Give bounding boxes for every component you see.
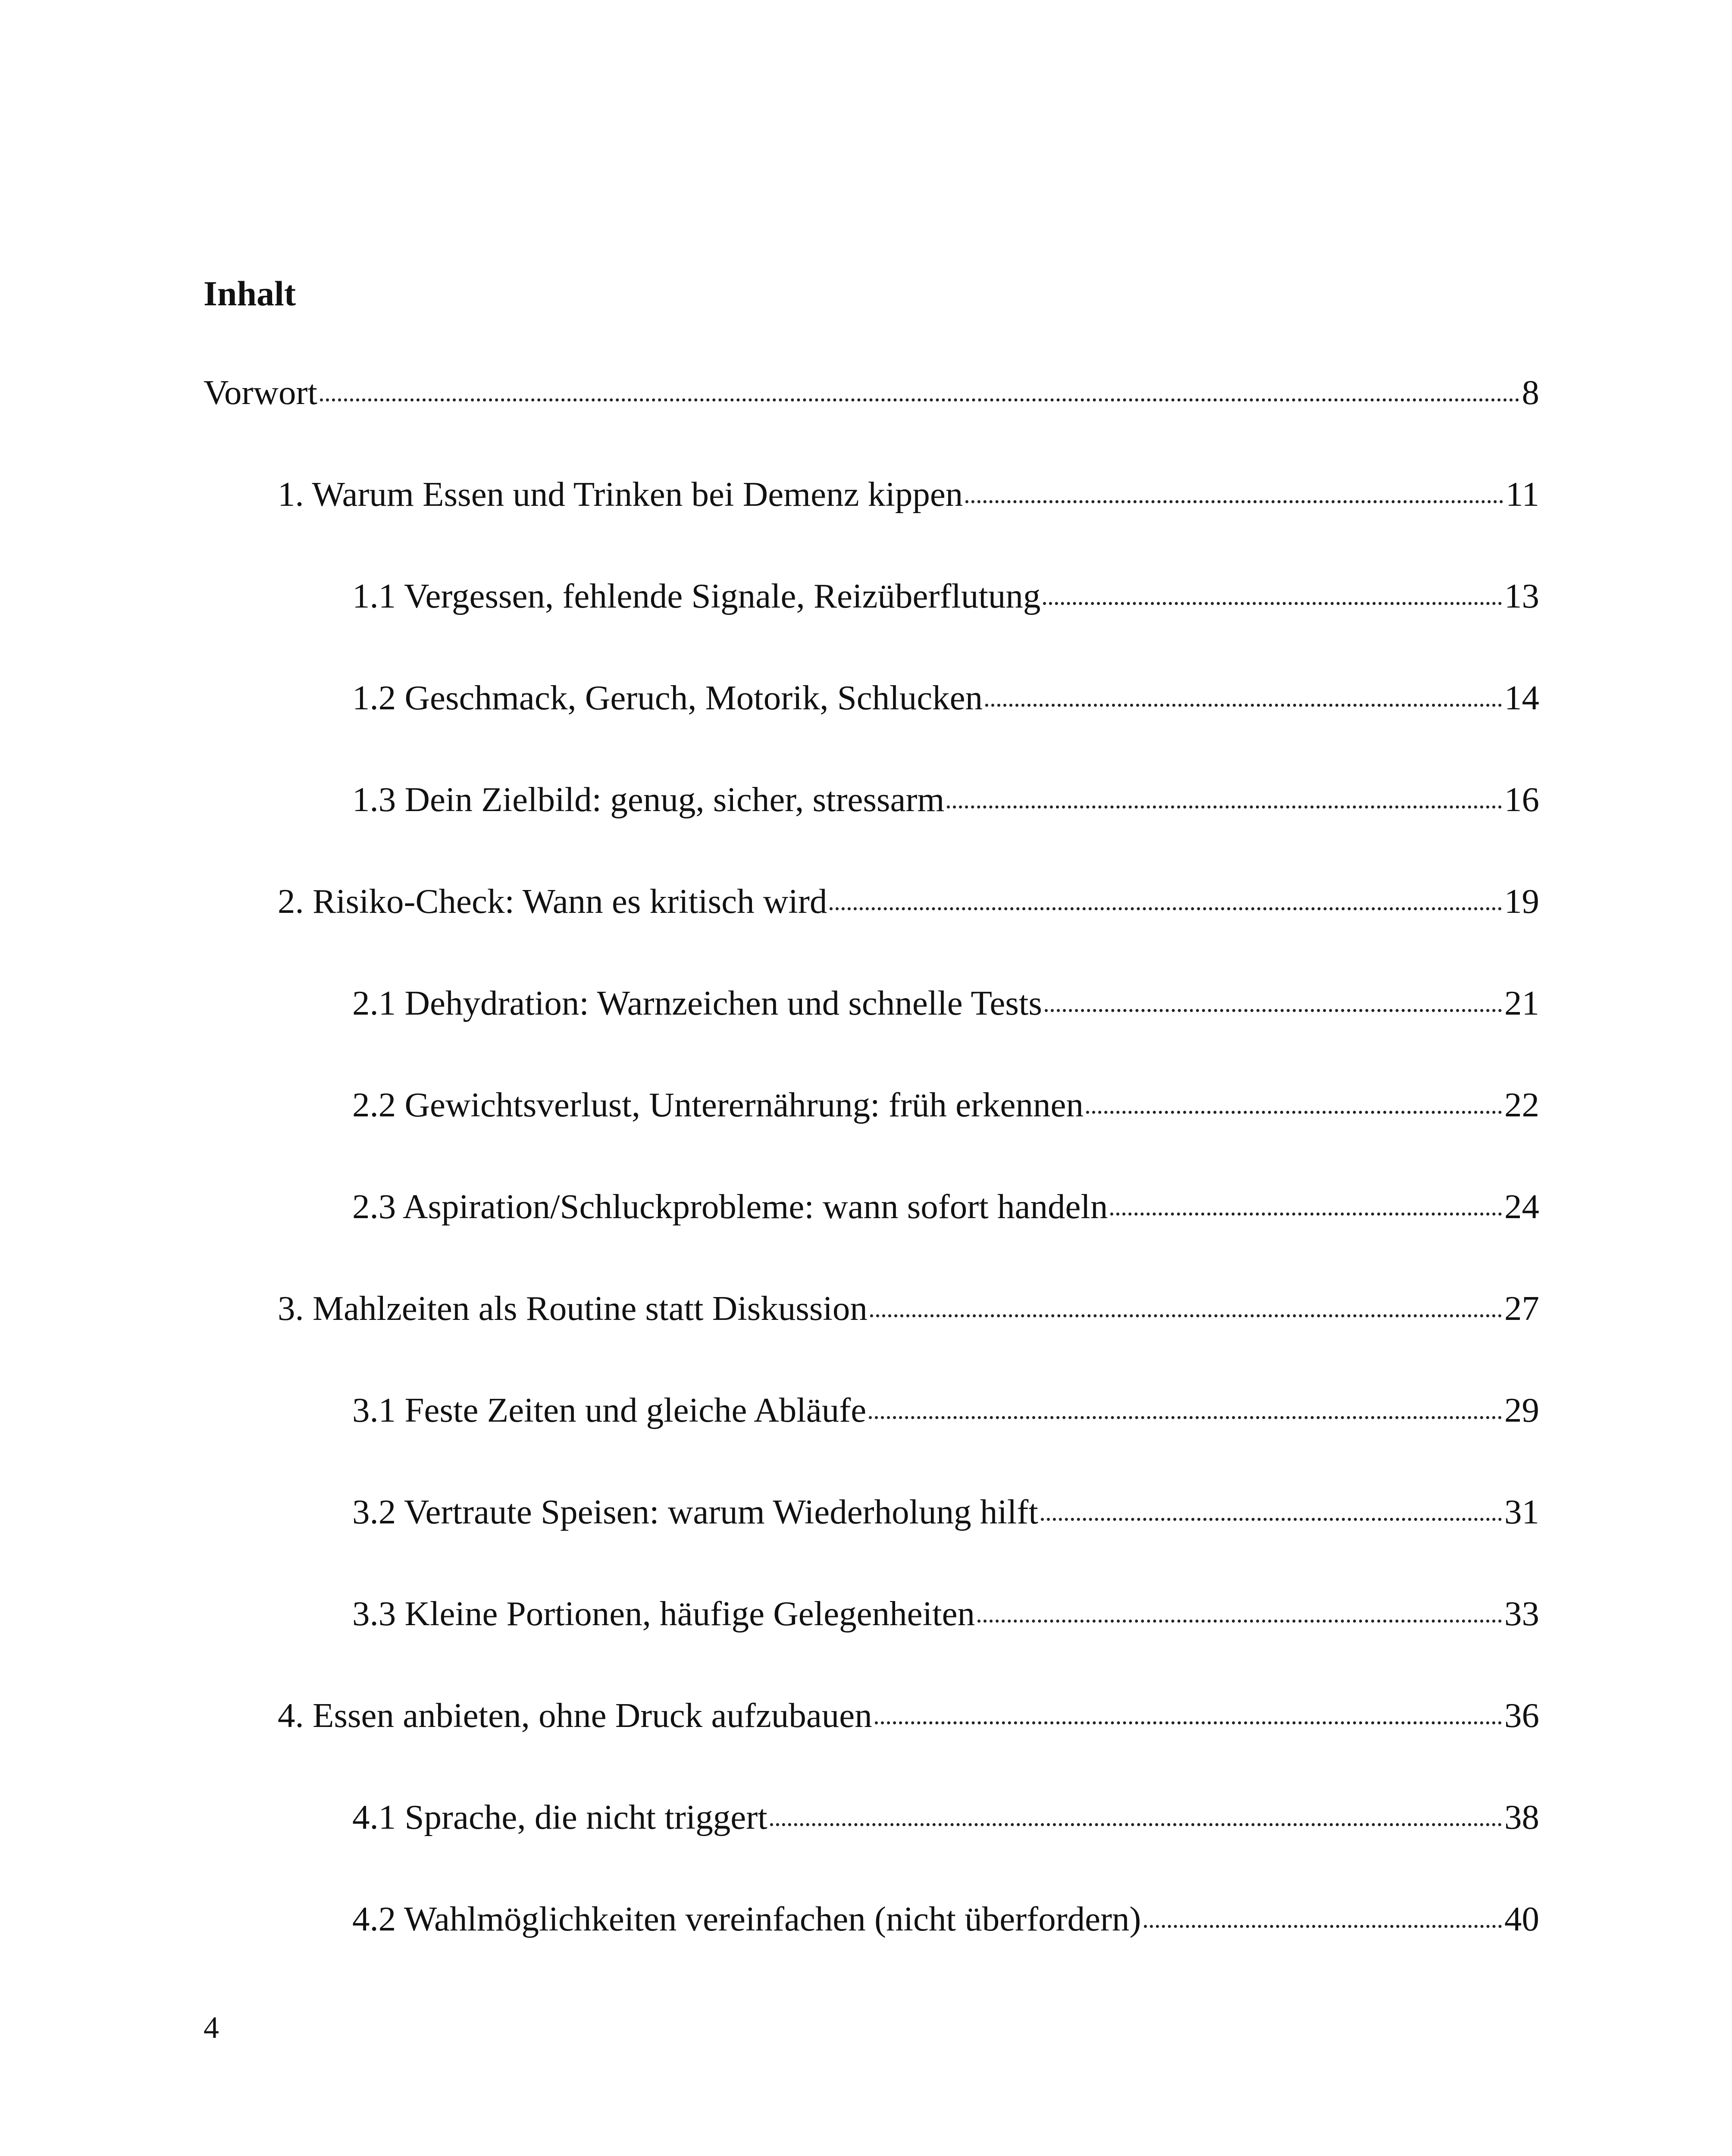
toc-entry-label: 1.2 Geschmack, Geruch, Motorik, Schlucken [352,678,983,717]
toc-entry[interactable] [204,986,1539,1087]
toc-entry-page: 16 [1504,780,1539,819]
toc-entry[interactable] [204,579,1539,680]
toc-entry-label: 4.2 Wahlmöglichkeiten vereinfachen (nicht überfordern) [352,1899,1141,1938]
toc-entry[interactable] [204,884,1539,986]
toc-dot-leader [985,704,1502,707]
toc-entry-label: Vorwort [204,373,318,412]
toc-list [204,375,1539,2003]
toc-entry-page: 24 [1504,1187,1539,1226]
toc-entry-label: 1.3 Dein Zielbild: genug, sicher, stressarm [352,780,945,819]
toc-entry[interactable] [204,1596,1539,1698]
toc-dot-leader [870,1314,1502,1317]
toc-dot-leader [977,1620,1502,1623]
toc-entry-label: 4. Essen anbieten, ohne Druck aufzubauen [278,1696,872,1735]
toc-entry-page: 21 [1504,984,1539,1022]
toc-entry-page: 40 [1504,1899,1539,1938]
toc-entry-label: 2. Risiko-Check: Wann es kritisch wird [278,882,827,921]
toc-dot-leader [320,398,1519,401]
page-number: 4 [204,2010,219,2045]
toc-entry[interactable] [204,1189,1539,1291]
toc-entry-label: 2.1 Dehydration: Warnzeichen und schnelle Tests [352,984,1042,1022]
toc-entry-page: 36 [1504,1696,1539,1735]
toc-dot-leader [947,805,1502,808]
toc-dot-leader [1041,1518,1502,1521]
toc-dot-leader [1043,602,1502,605]
toc-dot-leader [770,1823,1502,1826]
toc-entry-page: 27 [1504,1289,1539,1328]
toc-entry-page: 13 [1504,577,1539,615]
toc-entry-page: 29 [1504,1391,1539,1429]
toc-entry-page: 22 [1504,1085,1539,1124]
toc-dot-leader [1045,1009,1502,1012]
toc-entry[interactable] [204,1087,1539,1189]
toc-title: Inhalt [204,274,296,313]
toc-dot-leader [965,500,1503,503]
toc-dot-leader [830,907,1502,910]
toc-dot-leader [1086,1111,1502,1114]
toc-entry-label: 3. Mahlzeiten als Routine statt Diskussion [278,1289,868,1328]
toc-entry-label: 3.2 Vertraute Speisen: warum Wiederholung hilft [352,1492,1038,1531]
toc-dot-leader [875,1721,1502,1724]
toc-entry[interactable] [204,1800,1539,1902]
toc-entry-page: 19 [1504,882,1539,921]
toc-entry[interactable] [204,1698,1539,1800]
toc-entry[interactable] [204,1393,1539,1495]
toc-entry-label: 3.3 Kleine Portionen, häufige Gelegenheiten [352,1594,975,1633]
toc-entry-page: 31 [1504,1492,1539,1531]
toc-entry-page: 33 [1504,1594,1539,1633]
toc-entry-page: 8 [1522,373,1539,412]
toc-entry[interactable] [204,1899,1539,2003]
toc-entry-label: 2.2 Gewichtsverlust, Unterernährung: früh erkennen [352,1085,1084,1124]
toc-entry[interactable] [204,375,1539,477]
toc-entry-page: 38 [1504,1798,1539,1836]
toc-dot-leader [869,1416,1502,1419]
toc-entry-label: 4.1 Sprache, die nicht triggert [352,1798,767,1836]
toc-entry-label: 1. Warum Essen und Trinken bei Demenz kippen [278,475,963,514]
toc-entry[interactable] [204,477,1539,579]
toc-entry[interactable] [204,1291,1539,1393]
toc-entry[interactable] [204,782,1539,884]
toc-entry[interactable] [204,1492,1539,1596]
toc-dot-leader [1110,1213,1502,1216]
toc-dot-leader [1144,1925,1502,1928]
toc-entry-label: 1.1 Vergessen, fehlende Signale, Reizüberflutung [352,577,1041,615]
toc-entry[interactable] [204,680,1539,782]
toc-entry-page: 11 [1506,475,1539,514]
toc-entry-label: 3.1 Feste Zeiten und gleiche Abläufe [352,1391,867,1429]
toc-entry-label: 2.3 Aspiration/Schluckprobleme: wann sofort handeln [352,1187,1108,1226]
toc-entry-page: 14 [1504,678,1539,717]
